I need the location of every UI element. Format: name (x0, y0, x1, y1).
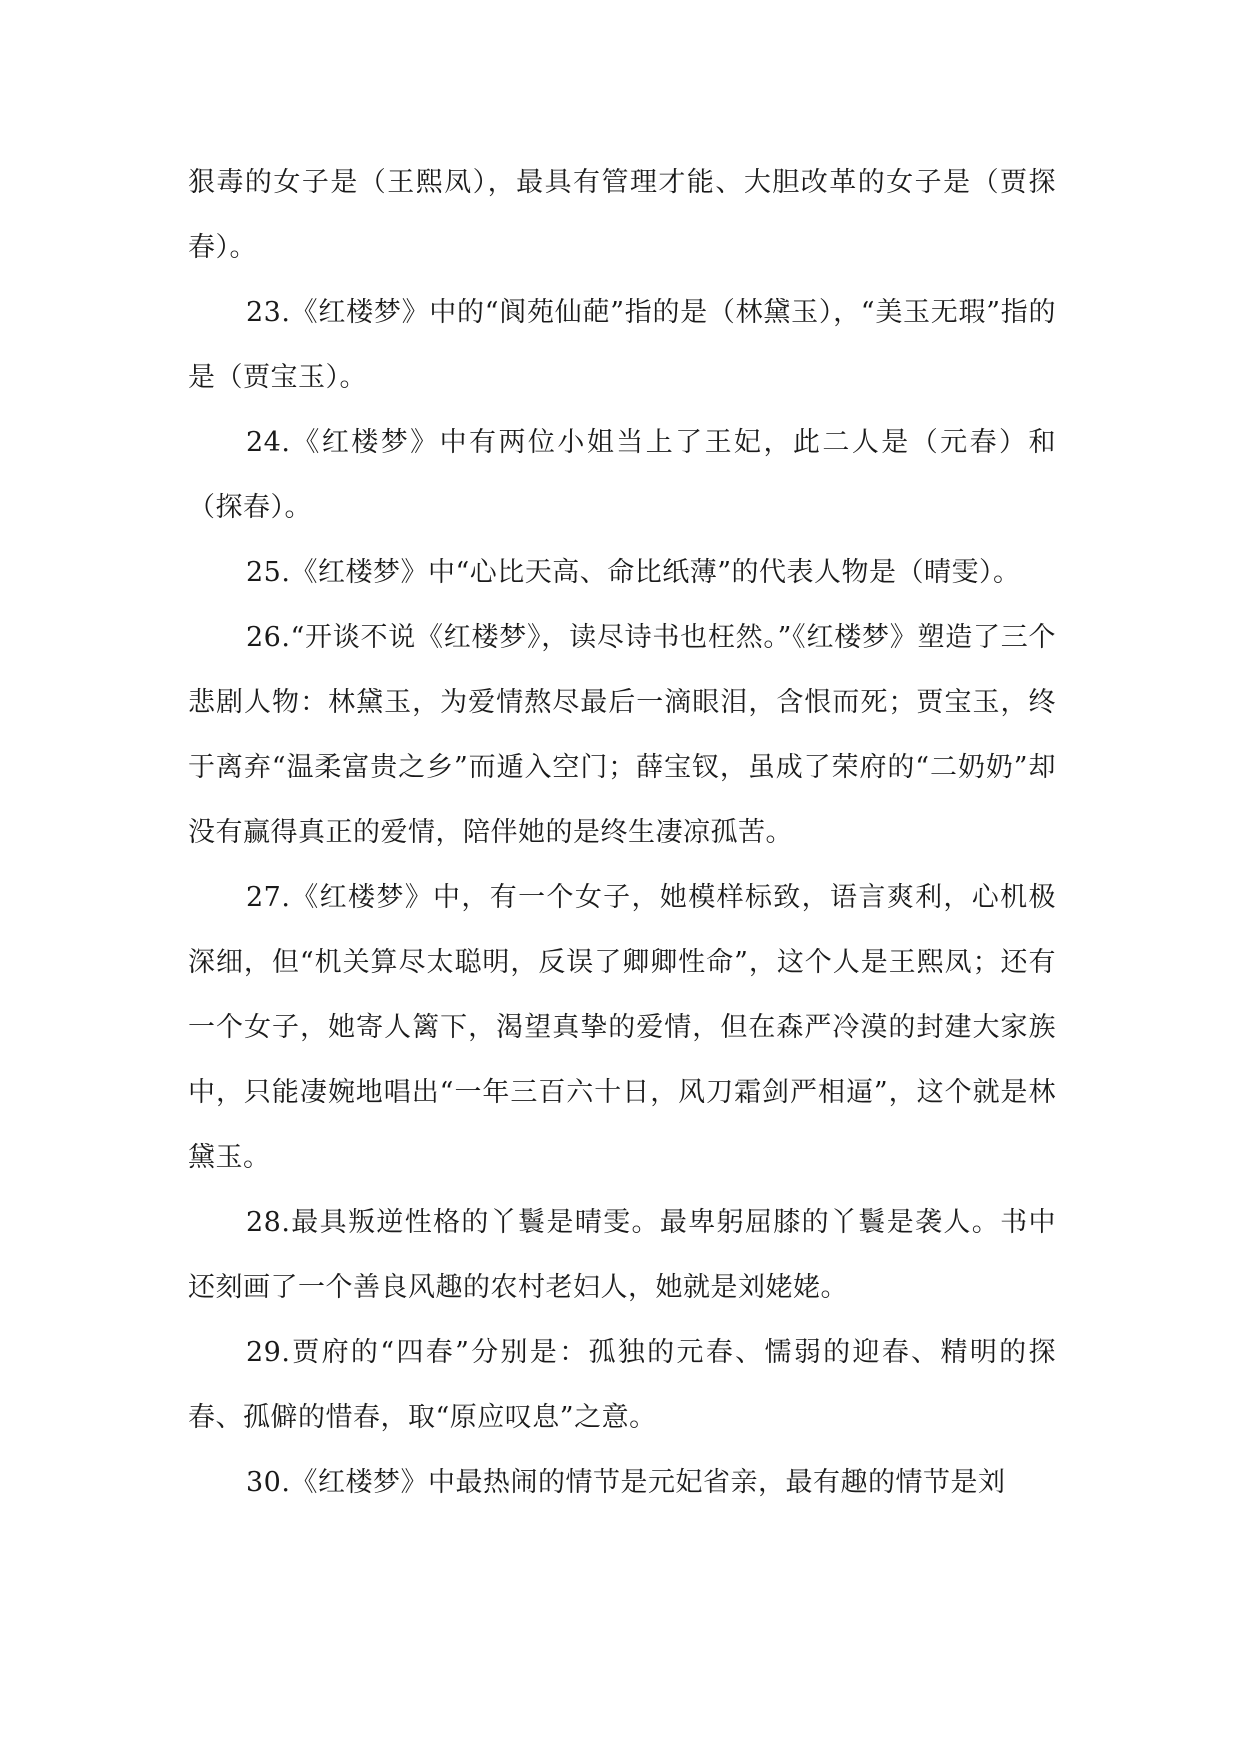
paragraph-continuation: 狠毒的女子是（王熙凤），最具有管理才能、大胆改革的女子是（贾探春）。 (188, 167, 1056, 263)
paragraph-item-26: 26.“开谈不说《红楼梦》，读尽诗书也枉然。”《红楼梦》塑造了三个悲剧人物：林黛玉，为爱情熬尽最后一滴眼泪，含恨而死；贾宝玉，终于离弃“温柔富贵之乡”而遁入空门；薛宝钗，虽成了荣府的“二奶奶”却没有赢得真正的爱情，陪伴她的是终生凄凉孤苦。 (188, 622, 1056, 848)
paragraph-item-28: 28.最具叛逆性格的丫鬟是晴雯。最卑躬屈膝的丫鬟是袭人。书中还刻画了一个善良风趣的农村老妇人，她就是刘姥姥。 (188, 1207, 1056, 1303)
paragraph-item-23: 23.《红楼梦》中的“阆苑仙葩”指的是（林黛玉），“美玉无瑕”指的是（贾宝玉）。 (188, 297, 1056, 393)
paragraph-item-29: 29.贾府的“四春”分别是：孤独的元春、懦弱的迎春、精明的探春、孤僻的惜春，取“原应叹息”之意。 (188, 1337, 1056, 1433)
document-page (188, 150, 1056, 1515)
paragraph-item-24: 24.《红楼梦》中有两位小姐当上了王妃，此二人是（元春）和（探春）。 (188, 427, 1056, 523)
paragraph-item-27: 27.《红楼梦》中，有一个女子，她模样标致，语言爽利，心机极深细，但“机关算尽太聪明，反误了卿卿性命”，这个人是王熙凤；还有一个女子，她寄人篱下，渴望真挚的爱情，但在森严冷漠的封建大家族中，只能凄婉地唱出“一年三百六十日，风刀霜剑严相逼”，这个就是林黛玉。 (188, 882, 1056, 1173)
paragraph-item-30: 30.《红楼梦》中最热闹的情节是元妃省亲，最有趣的情节是刘 (246, 1467, 1006, 1498)
paragraph-item-25: 25.《红楼梦》中“心比天高、命比纸薄”的代表人物是（晴雯）。 (246, 557, 1021, 588)
